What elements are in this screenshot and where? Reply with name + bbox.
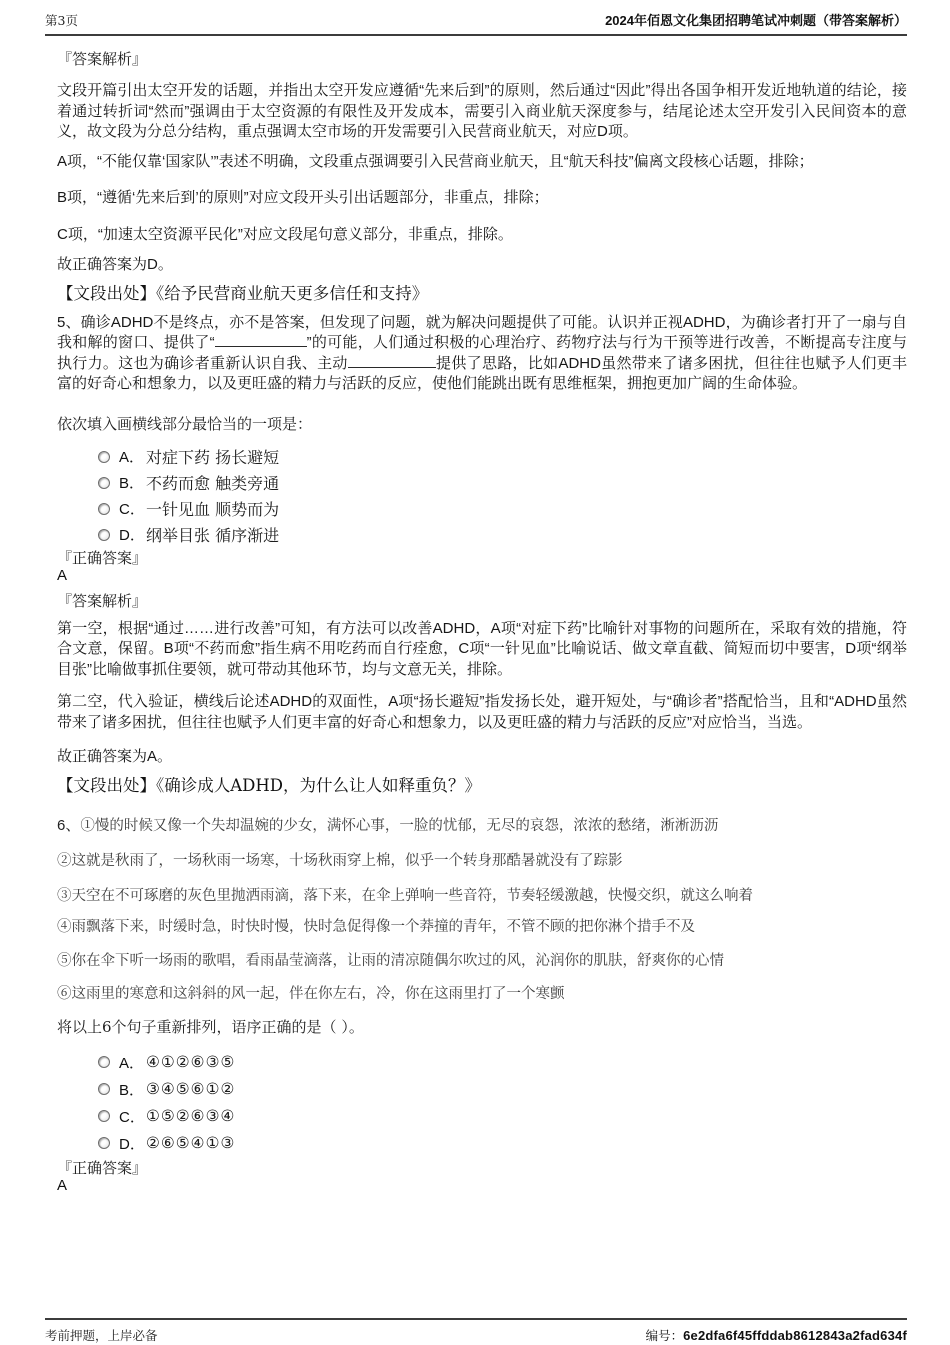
q5-instruction: 依次填入画横线部分最恰当的一项是： (57, 414, 313, 433)
option-text: 不药而愈 触类旁通 (146, 474, 280, 493)
q4-source: 【文段出处】《给予民营商业航天更多信任和支持》 (57, 283, 429, 303)
q6-options (57, 1049, 907, 1157)
q5-option-d[interactable] (57, 522, 907, 548)
option-letter: D． (119, 1135, 145, 1153)
q4-analysis-header: 『答案解析』 (57, 50, 148, 68)
page-number: 第3页 (45, 13, 78, 28)
blank-line-2 (348, 354, 436, 368)
q5-options (57, 444, 907, 548)
radio-button-icon[interactable] (98, 477, 110, 489)
q4-analysis-paragraph: 文段开篇引出太空开发的话题，并指出太空开发应遵循“先来后到”的原则，然后通过“因此”得出各国争相开发近地轨道的结论，接着通过转折词“然而”强调由于太空资源的有限性及开发成本，需要引入商业航天深度参与，结尾论述太空开发引入民间资本的意义，故文段为分总分结构，重点强调太空市场的开发需要引入民营商业航天，对应D项。 (57, 82, 907, 140)
q5-analysis-p1: 第一空，根据“通过……进行改善”可知，有方法可以改善ADHD，A项“对症下药”比喻针对事物的问题所在，采取有效的措施，符合文意，保留。B项“不药而愈”指生病不用吃药而自行痊愈，C项“一针见血”比喻说话、做文章直截、简短而切中要害，D项“纲举目张”比喻做事抓住要领，就可带动其他环节，均与文意无关，排除。 (57, 619, 907, 678)
q4-item-b: B项，“遵循‘先来后到’的原则”对应文段开头引出话题部分，非重点，排除； (57, 189, 549, 206)
q6-sentence-1: 6、①慢的时候又像一个失却温婉的少女，满怀心事，一脸的忧郁，无尽的哀怨，浓浓的愁绪，淅淅沥沥 (57, 816, 719, 834)
page-footer (45, 1318, 907, 1344)
q5-analysis-p2: 第二空，代入验证，横线后论述ADHD的双面性，A项“扬长避短”指发扬长处，避开短处，与“确诊者”搭配恰当，且和“ADHD虽然带来了诸多困扰，但往往也赋予人们更丰富的好奇心和想象力，以及更旺盛的精力与活跃的反应”对应恰当，当选。 (57, 693, 907, 731)
option-letter: C． (119, 501, 145, 518)
option-letter: D． (119, 527, 145, 544)
q6-sentence-4: ④雨飘落下来，时缓时急，时快时慢，快时急促得像一个莽撞的青年，不管不顾的把你淋个措手不及 (57, 918, 695, 935)
q5-option-a[interactable] (57, 444, 907, 470)
q5-stem: 5、确诊ADHD不是终点，亦不是答案，但发现了问题，就为解决问题提供了可能。认识并正视ADHD，为确诊者打开了一扇与自我和解的窗口、提供了“ ”的可能，人们通过积极的心理治疗、药物疗法与行为干预等进行改善，不断提高专注度与执行力。这也为确诊者重新认识自我、主动 提供了思路，比如ADHD虽然带来了诸多困扰，但往往也赋予人们更丰富的好奇心和想象力，以及更旺盛的精力与活跃的反应，使他们能跳出既有思维框架，拥抱更加广阔的生命体验。 (57, 313, 908, 392)
page-header (45, 10, 907, 36)
serial-label: 编号： (645, 1328, 684, 1343)
q5-correct-answer: A (57, 566, 68, 584)
q5-correct-answer-header: 『正确答案』 (57, 548, 148, 567)
q6-option-d[interactable] (57, 1130, 907, 1157)
q4-item-c: C项，“加速太空资源平民化”对应文段尾句意义部分，非重点，排除。 (57, 225, 513, 243)
q6-instruction: 将以上6个句子重新排列，语序正确的是（ ）。 (57, 1017, 364, 1036)
radio-button-icon[interactable] (98, 1056, 110, 1068)
radio-button-icon[interactable] (98, 503, 110, 515)
q6-number: 6、 (57, 816, 81, 834)
page-content (57, 38, 907, 1195)
option-text: ②⑥⑤④①③ (146, 1134, 236, 1152)
footer-serial (646, 1326, 907, 1344)
q5-option-c[interactable] (57, 496, 907, 522)
option-letter: A． (119, 449, 145, 466)
q6-option-b[interactable] (57, 1076, 907, 1103)
option-letter: B． (119, 475, 145, 492)
option-text: ④①②⑥③⑤ (146, 1053, 236, 1071)
q5-number: 5、 (57, 313, 81, 331)
radio-button-icon[interactable] (98, 529, 110, 541)
q4-item-a: A项，“不能仅靠‘国家队’”表述不明确，文段重点强调要引入民营商业航天，且“航天科技”偏离文段核心话题，排除； (57, 152, 814, 170)
q6-sentence-3: ③天空在不可琢磨的灰色里抛洒雨滴，落下来，在伞上弹响一些音符，节奏轻缓激越，快慢交织，就这么响着 (57, 887, 753, 904)
q6-sentence-2: ②这就是秋雨了，一场秋雨一场寒，十场秋雨穿上棉，似乎一个转身那酷暑就没有了踪影 (57, 852, 623, 869)
q6-correct-answer: A (57, 1176, 68, 1194)
q5-conclusion: 故正确答案为A。 (57, 748, 173, 765)
option-text: ③④⑤⑥①② (146, 1080, 236, 1098)
radio-button-icon[interactable] (98, 1110, 110, 1122)
footer-slogan: 考前押题，上岸必备 (45, 1328, 158, 1343)
radio-button-icon[interactable] (98, 1137, 110, 1149)
option-text: ①⑤②⑥③④ (146, 1107, 236, 1125)
document-title: 2024年佰恩文化集团招聘笔试冲刺题（带答案解析） (605, 13, 907, 28)
option-letter: B． (119, 1081, 145, 1099)
q6-sentence-5: ⑤你在伞下听一场雨的歌唱，看雨晶莹滴落，让雨的清凉随偶尔吹过的风，沁润你的肌肤，舒爽你的心情 (57, 952, 724, 969)
q6-correct-answer-header: 『正确答案』 (57, 1158, 148, 1177)
option-letter: A． (119, 1054, 145, 1072)
q6-sentence-6: ⑥这雨里的寒意和这斜斜的风一起，伴在你左右，冷，你在这雨里打了一个寒颤 (57, 985, 565, 1002)
q5-option-b[interactable] (57, 470, 907, 496)
q4-conclusion: 故正确答案为D。 (57, 256, 173, 273)
option-text: 一针见血 顺势而为 (146, 500, 280, 519)
option-text: 纲举目张 循序渐进 (146, 526, 280, 545)
radio-button-icon[interactable] (98, 1083, 110, 1095)
radio-button-icon[interactable] (98, 451, 110, 463)
q5-analysis-header: 『答案解析』 (57, 591, 148, 610)
q6-option-a[interactable] (57, 1049, 907, 1076)
serial-value: 6e2dfa6f45ffddab8612843a2fad634f (683, 1328, 907, 1343)
option-letter: C． (119, 1108, 145, 1126)
q5-source: 【文段出处】《确诊成人ADHD，为什么让人如释重负？》 (57, 775, 482, 795)
option-text: 对症下药 扬长避短 (146, 448, 280, 467)
blank-line-1 (215, 333, 307, 347)
q6-option-c[interactable] (57, 1103, 907, 1130)
